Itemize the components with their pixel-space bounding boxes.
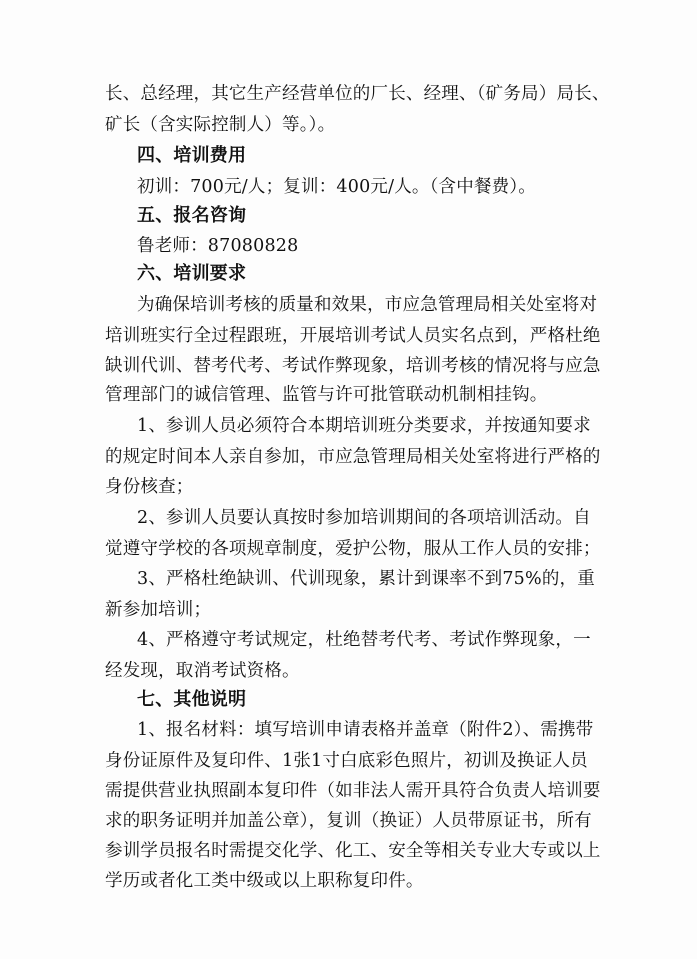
paragraph-line: 长、总经理，其它生产经营单位的厂长、经理、（矿务局）局长、 <box>105 84 610 104</box>
paragraph-line: 培训班实行全过程跟班，开展培训考试人员实名点到，严格杜绝 <box>105 326 601 346</box>
requirement-item-2: 2、参训人员要认真按时参加培训期间的各项培训活动。自 <box>137 508 591 528</box>
paragraph-line: 经发现，取消考试资格。 <box>105 661 300 681</box>
paragraph-line: 觉遵守学校的各项规章制度，爱护公物，服从工作人员的安排； <box>105 539 601 559</box>
section-heading-requirements: 六、培训要求 <box>137 263 247 284</box>
section-heading-training-fee: 四、培训费用 <box>137 145 247 166</box>
paragraph-line: 新参加培训； <box>105 600 212 620</box>
paragraph-line: 求的职务证明并加盖公章），复训（换证）人员带原证书，所有 <box>105 811 592 831</box>
section-heading-other-notes: 七、其他说明 <box>137 689 247 710</box>
requirement-item-4: 4、严格遵守考试规定，杜绝替考代考、考试作弊现象，一 <box>137 630 591 650</box>
contact-line: 鲁老师：87080828 <box>137 236 299 256</box>
paragraph-line: 身份证原件及复印件、1张1寸白底彩色照片，初训及换证人员 <box>105 751 588 771</box>
paragraph-line: 管理部门的诚信管理、监管与许可批管联动机制相挂钩。 <box>105 385 548 405</box>
requirement-item-3: 3、严格杜绝缺训、代训现象，累计到课率不到75%的，重 <box>137 569 595 589</box>
paragraph-line: 需提供营业执照副本复印件（如非法人需开具符合负责人培训要 <box>105 781 601 801</box>
fee-line: 初训：700元/人；复训：400元/人。（含中餐费）。 <box>137 177 536 197</box>
paragraph-line: 参训学员报名时需提交化学、化工、安全等相关专业大专或以上 <box>105 841 601 861</box>
paragraph-line: 身份核查； <box>105 477 194 497</box>
paragraph-line: 的规定时间本人亲自参加，市应急管理局相关处室将进行严格的 <box>105 447 601 467</box>
paragraph-line: 矿长（含实际控制人）等。）。 <box>105 115 336 135</box>
paragraph-line: 缺训代训、替考代考、考试作弊现象，培训考核的情况将与应急 <box>105 356 601 376</box>
paragraph-line: 学历或者化工类中级或以上职称复印件。 <box>105 871 424 891</box>
requirement-item-1: 1、参训人员必须符合本期培训班分类要求，并按通知要求 <box>137 416 591 436</box>
section-heading-registration: 五、报名咨询 <box>137 205 247 226</box>
paragraph-line: 为确保培训考核的质量和效果，市应急管理局相关处室将对 <box>137 295 598 315</box>
other-notes-item-1: 1、报名材料：填写培训申请表格并盖章（附件2）、需携带 <box>137 720 594 740</box>
